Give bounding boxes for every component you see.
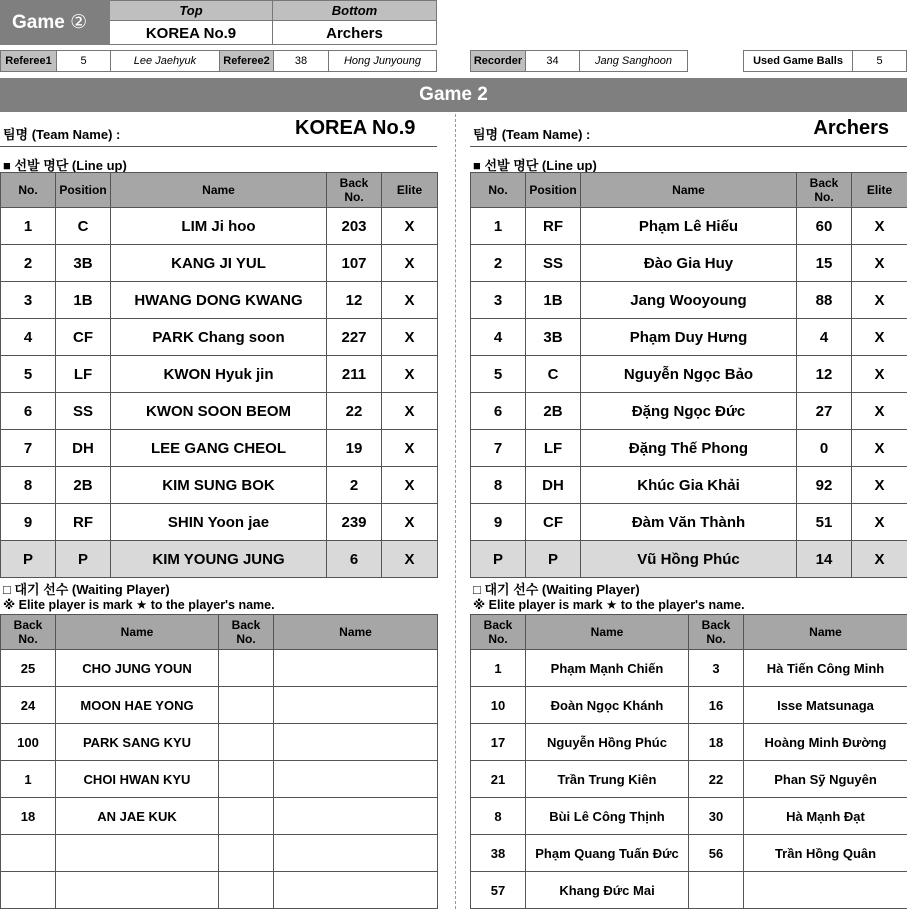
- player-name: SHIN Yoon jae: [111, 504, 327, 541]
- player-name: Vũ Hồng Phúc: [581, 541, 797, 578]
- elite-mark: X: [382, 430, 438, 467]
- game-balls-value: 5: [876, 55, 883, 67]
- back-number: 6: [327, 541, 382, 578]
- back-number: 0: [797, 430, 852, 467]
- right-elite-note: ※ Elite player is mark ★ to the player's name.: [473, 598, 745, 612]
- elite-mark: X: [382, 467, 438, 504]
- referee2-label: Referee2: [220, 51, 274, 71]
- bottom-team-name: Archers: [326, 24, 383, 42]
- player-name: [274, 798, 438, 835]
- batting-order: 8: [471, 467, 526, 504]
- elite-mark: X: [852, 282, 907, 319]
- right-team-name: Archers: [813, 117, 889, 139]
- col-elite: Elite: [852, 173, 907, 208]
- col-back-no: Back No.: [797, 173, 852, 208]
- back-number: 27: [797, 393, 852, 430]
- player-name: Hà Mạnh Đạt: [744, 798, 907, 835]
- top-label: Top: [110, 1, 273, 21]
- back-number: 57: [471, 872, 526, 909]
- player-name: Đào Gia Huy: [581, 245, 797, 282]
- position: SS: [56, 393, 111, 430]
- back-number: 56: [689, 835, 744, 872]
- player-name: Jang Wooyoung: [581, 282, 797, 319]
- waiting-row: [1, 872, 438, 909]
- top-team-name: KOREA No.9: [110, 21, 273, 45]
- elite-mark: X: [382, 504, 438, 541]
- batting-order: P: [1, 541, 56, 578]
- player-name: KIM YOUNG JUNG: [111, 541, 327, 578]
- referee1-number: 5: [57, 51, 111, 71]
- lineup-row: [1, 319, 438, 356]
- back-number: 18: [689, 724, 744, 761]
- player-name: KIM SUNG BOK: [111, 467, 327, 504]
- back-number: 18: [1, 798, 56, 835]
- position: C: [56, 208, 111, 245]
- batting-order: 2: [471, 245, 526, 282]
- lineup-row: [471, 208, 907, 245]
- batting-order: 3: [471, 282, 526, 319]
- lineup-row: [1, 541, 438, 578]
- waiting-row: [1, 761, 438, 798]
- lineup-row: [1, 245, 438, 282]
- col-name: Name: [111, 173, 327, 208]
- lineup-row: [1, 467, 438, 504]
- back-number: 1: [471, 650, 526, 687]
- back-number: [219, 650, 274, 687]
- position: CF: [526, 504, 581, 541]
- elite-mark: X: [382, 282, 438, 319]
- back-number: [219, 798, 274, 835]
- elite-mark: X: [852, 541, 907, 578]
- right-waiting-heading: □ 대기 선수 (Waiting Player): [473, 582, 640, 597]
- back-number: 12: [327, 282, 382, 319]
- back-number: 2: [327, 467, 382, 504]
- col-no: No.: [1, 173, 56, 208]
- back-number: 4: [797, 319, 852, 356]
- player-name: KWON SOON BEOM: [111, 393, 327, 430]
- waiting-row: [1, 724, 438, 761]
- back-number: 239: [327, 504, 382, 541]
- batting-order: 2: [1, 245, 56, 282]
- back-number: 107: [327, 245, 382, 282]
- col-back-no: Back No.: [471, 615, 526, 650]
- player-name: Phạm Quang Tuấn Đức: [526, 835, 689, 872]
- col-name: Name: [526, 615, 689, 650]
- player-name: CHOI HWAN KYU: [56, 761, 219, 798]
- player-name: LIM Ji hoo: [111, 208, 327, 245]
- game-number: ②: [70, 12, 88, 33]
- left-lineup-table: [0, 172, 438, 578]
- back-number: 60: [797, 208, 852, 245]
- recorder-label: Recorder: [471, 51, 526, 71]
- elite-mark: X: [852, 245, 907, 282]
- col-back-no: Back No.: [327, 173, 382, 208]
- recorder-name: Jang Sanghoon: [594, 55, 673, 67]
- back-number: 14: [797, 541, 852, 578]
- waiting-row: [1, 798, 438, 835]
- batting-order: 4: [471, 319, 526, 356]
- position: RF: [56, 504, 111, 541]
- lineup-row: [471, 541, 907, 578]
- batting-order: 9: [471, 504, 526, 541]
- position: CF: [56, 319, 111, 356]
- elite-mark: X: [852, 393, 907, 430]
- back-number: 12: [797, 356, 852, 393]
- elite-mark: X: [852, 356, 907, 393]
- back-number: 15: [797, 245, 852, 282]
- lineup-row: [471, 282, 907, 319]
- left-team-name-label: 팀명 (Team Name) :: [3, 127, 121, 142]
- batting-order: 1: [471, 208, 526, 245]
- player-name: Nguyễn Hồng Phúc: [526, 724, 689, 761]
- player-name: MOON HAE YONG: [56, 687, 219, 724]
- player-name: AN JAE KUK: [56, 798, 219, 835]
- back-number: 17: [471, 724, 526, 761]
- position: 1B: [56, 282, 111, 319]
- back-number: 92: [797, 467, 852, 504]
- elite-mark: X: [852, 208, 907, 245]
- col-name: Name: [56, 615, 219, 650]
- player-name: [56, 835, 219, 872]
- player-name: PARK Chang soon: [111, 319, 327, 356]
- player-name: Phạm Mạnh Chiến: [526, 650, 689, 687]
- player-name: Đàm Văn Thành: [581, 504, 797, 541]
- left-elite-note: ※ Elite player is mark ★ to the player's name.: [3, 598, 275, 612]
- referee2-number: 38: [274, 51, 329, 71]
- elite-mark: X: [852, 467, 907, 504]
- waiting-row: [471, 724, 907, 761]
- elite-mark: X: [852, 504, 907, 541]
- left-team-underline: [0, 146, 437, 147]
- lineup-row: [1, 282, 438, 319]
- batting-order: 8: [1, 467, 56, 504]
- waiting-row: [471, 687, 907, 724]
- table-header-row: [1, 173, 438, 208]
- position: RF: [526, 208, 581, 245]
- player-name: [274, 687, 438, 724]
- player-name: [274, 761, 438, 798]
- player-name: CHO JUNG YOUN: [56, 650, 219, 687]
- back-number: [689, 872, 744, 909]
- back-number: 21: [471, 761, 526, 798]
- back-number: 227: [327, 319, 382, 356]
- col-name: Name: [274, 615, 438, 650]
- waiting-row: [471, 872, 907, 909]
- back-number: 88: [797, 282, 852, 319]
- player-name: Khang Đức Mai: [526, 872, 689, 909]
- col-elite: Elite: [382, 173, 438, 208]
- table-header-row: [1, 615, 438, 650]
- player-name: [274, 650, 438, 687]
- position: 1B: [526, 282, 581, 319]
- position: DH: [56, 430, 111, 467]
- waiting-row: [1, 650, 438, 687]
- elite-mark: X: [852, 319, 907, 356]
- lineup-row: [471, 504, 907, 541]
- waiting-row: [1, 835, 438, 872]
- col-name: Name: [744, 615, 907, 650]
- player-name: [274, 872, 438, 909]
- player-name: KWON Hyuk jin: [111, 356, 327, 393]
- top-bottom-header: [110, 0, 437, 45]
- left-team-name: KOREA No.9: [295, 117, 416, 139]
- position: 2B: [526, 393, 581, 430]
- back-number: [219, 872, 274, 909]
- waiting-row: [1, 687, 438, 724]
- player-name: Trần Trung Kiên: [526, 761, 689, 798]
- left-waiting-table: [0, 614, 438, 909]
- col-position: Position: [56, 173, 111, 208]
- waiting-row: [471, 798, 907, 835]
- elite-mark: X: [382, 208, 438, 245]
- right-team-underline: [470, 146, 907, 147]
- back-number: 30: [689, 798, 744, 835]
- back-number: 22: [327, 393, 382, 430]
- back-number: 19: [327, 430, 382, 467]
- lineup-row: [471, 356, 907, 393]
- position: P: [526, 541, 581, 578]
- player-name: PARK SANG KYU: [56, 724, 219, 761]
- back-number: 8: [471, 798, 526, 835]
- position: 3B: [526, 319, 581, 356]
- game-label: Game: [12, 11, 65, 33]
- player-name: Nguyễn Ngọc Bảo: [581, 356, 797, 393]
- player-name: [274, 724, 438, 761]
- position: SS: [526, 245, 581, 282]
- back-number: 24: [1, 687, 56, 724]
- lineup-row: [1, 393, 438, 430]
- col-back-no: Back No.: [689, 615, 744, 650]
- game-number-box: [0, 0, 110, 45]
- position: 2B: [56, 467, 111, 504]
- game-banner: Game 2: [0, 78, 907, 112]
- col-name: Name: [581, 173, 797, 208]
- player-name: LEE GANG CHEOL: [111, 430, 327, 467]
- player-name: Đoàn Ngọc Khánh: [526, 687, 689, 724]
- position: LF: [526, 430, 581, 467]
- left-waiting-heading: □ 대기 선수 (Waiting Player): [3, 582, 170, 597]
- batting-order: 5: [471, 356, 526, 393]
- left-lineup-heading: ■ 선발 명단 (Line up): [3, 158, 127, 173]
- back-number: [219, 761, 274, 798]
- elite-mark: X: [382, 319, 438, 356]
- player-name: Bùi Lê Công Thịnh: [526, 798, 689, 835]
- player-name: [274, 835, 438, 872]
- player-name: Phạm Duy Hưng: [581, 319, 797, 356]
- lineup-row: [471, 467, 907, 504]
- back-number: [219, 724, 274, 761]
- player-name: Trần Hồng Quân: [744, 835, 907, 872]
- batting-order: 9: [1, 504, 56, 541]
- batting-order: 3: [1, 282, 56, 319]
- lineup-row: [1, 356, 438, 393]
- back-number: 211: [327, 356, 382, 393]
- player-name: KANG JI YUL: [111, 245, 327, 282]
- back-number: 3: [689, 650, 744, 687]
- back-number: [219, 687, 274, 724]
- right-team-name-label: 팀명 (Team Name) :: [473, 127, 591, 142]
- position: LF: [56, 356, 111, 393]
- recorder-number: 34: [526, 51, 580, 71]
- back-number: 51: [797, 504, 852, 541]
- elite-mark: X: [382, 356, 438, 393]
- back-number: 100: [1, 724, 56, 761]
- recorder-row: [470, 50, 688, 72]
- back-number: 203: [327, 208, 382, 245]
- position: 3B: [56, 245, 111, 282]
- batting-order: 7: [1, 430, 56, 467]
- player-name: [744, 872, 907, 909]
- back-number: 22: [689, 761, 744, 798]
- bottom-label: Bottom: [273, 1, 436, 21]
- table-header-row: [471, 173, 907, 208]
- back-number: [219, 835, 274, 872]
- player-name: Isse Matsunaga: [744, 687, 907, 724]
- back-number: 16: [689, 687, 744, 724]
- referee1-name: Lee Jaehyuk: [111, 51, 220, 71]
- back-number: 38: [471, 835, 526, 872]
- lineup-row: [471, 393, 907, 430]
- right-lineup-heading: ■ 선발 명단 (Line up): [473, 158, 597, 173]
- back-number: 1: [1, 761, 56, 798]
- batting-order: 6: [1, 393, 56, 430]
- lineup-row: [471, 245, 907, 282]
- position: DH: [526, 467, 581, 504]
- referee1-label: Referee1: [1, 51, 57, 71]
- waiting-row: [471, 835, 907, 872]
- table-header-row: [471, 615, 907, 650]
- referee2-name: Hong Junyoung: [343, 55, 422, 67]
- batting-order: 7: [471, 430, 526, 467]
- player-name: Hà Tiến Công Minh: [744, 650, 907, 687]
- game-balls-label: Used Game Balls: [744, 51, 853, 71]
- player-name: Đặng Ngọc Đức: [581, 393, 797, 430]
- player-name: [56, 872, 219, 909]
- back-number: [1, 835, 56, 872]
- col-no: No.: [471, 173, 526, 208]
- right-waiting-table: [470, 614, 907, 909]
- batting-order: 6: [471, 393, 526, 430]
- player-name: Hoàng Minh Đường: [744, 724, 907, 761]
- elite-mark: X: [382, 393, 438, 430]
- batting-order: 1: [1, 208, 56, 245]
- elite-mark: X: [852, 430, 907, 467]
- lineup-row: [1, 208, 438, 245]
- back-number: 10: [471, 687, 526, 724]
- batting-order: P: [471, 541, 526, 578]
- position: P: [56, 541, 111, 578]
- col-back-no: Back No.: [219, 615, 274, 650]
- batting-order: 5: [1, 356, 56, 393]
- back-number: [1, 872, 56, 909]
- elite-mark: X: [382, 245, 438, 282]
- batting-order: 4: [1, 319, 56, 356]
- player-name: HWANG DONG KWANG: [111, 282, 327, 319]
- player-name: Đặng Thế Phong: [581, 430, 797, 467]
- position: C: [526, 356, 581, 393]
- lineup-row: [471, 430, 907, 467]
- waiting-row: [471, 761, 907, 798]
- waiting-row: [471, 650, 907, 687]
- lineup-row: [471, 319, 907, 356]
- player-name: Phạm Lê Hiếu: [581, 208, 797, 245]
- player-name: Phan Sỹ Nguyên: [744, 761, 907, 798]
- lineup-row: [1, 504, 438, 541]
- back-number: 25: [1, 650, 56, 687]
- referee-row: [0, 50, 437, 72]
- col-position: Position: [526, 173, 581, 208]
- game-balls-row: [743, 50, 907, 72]
- elite-mark: X: [382, 541, 438, 578]
- right-lineup-table: [470, 172, 907, 578]
- player-name: Khúc Gia Khải: [581, 467, 797, 504]
- col-back-no: Back No.: [1, 615, 56, 650]
- lineup-row: [1, 430, 438, 467]
- center-divider: [455, 114, 456, 909]
